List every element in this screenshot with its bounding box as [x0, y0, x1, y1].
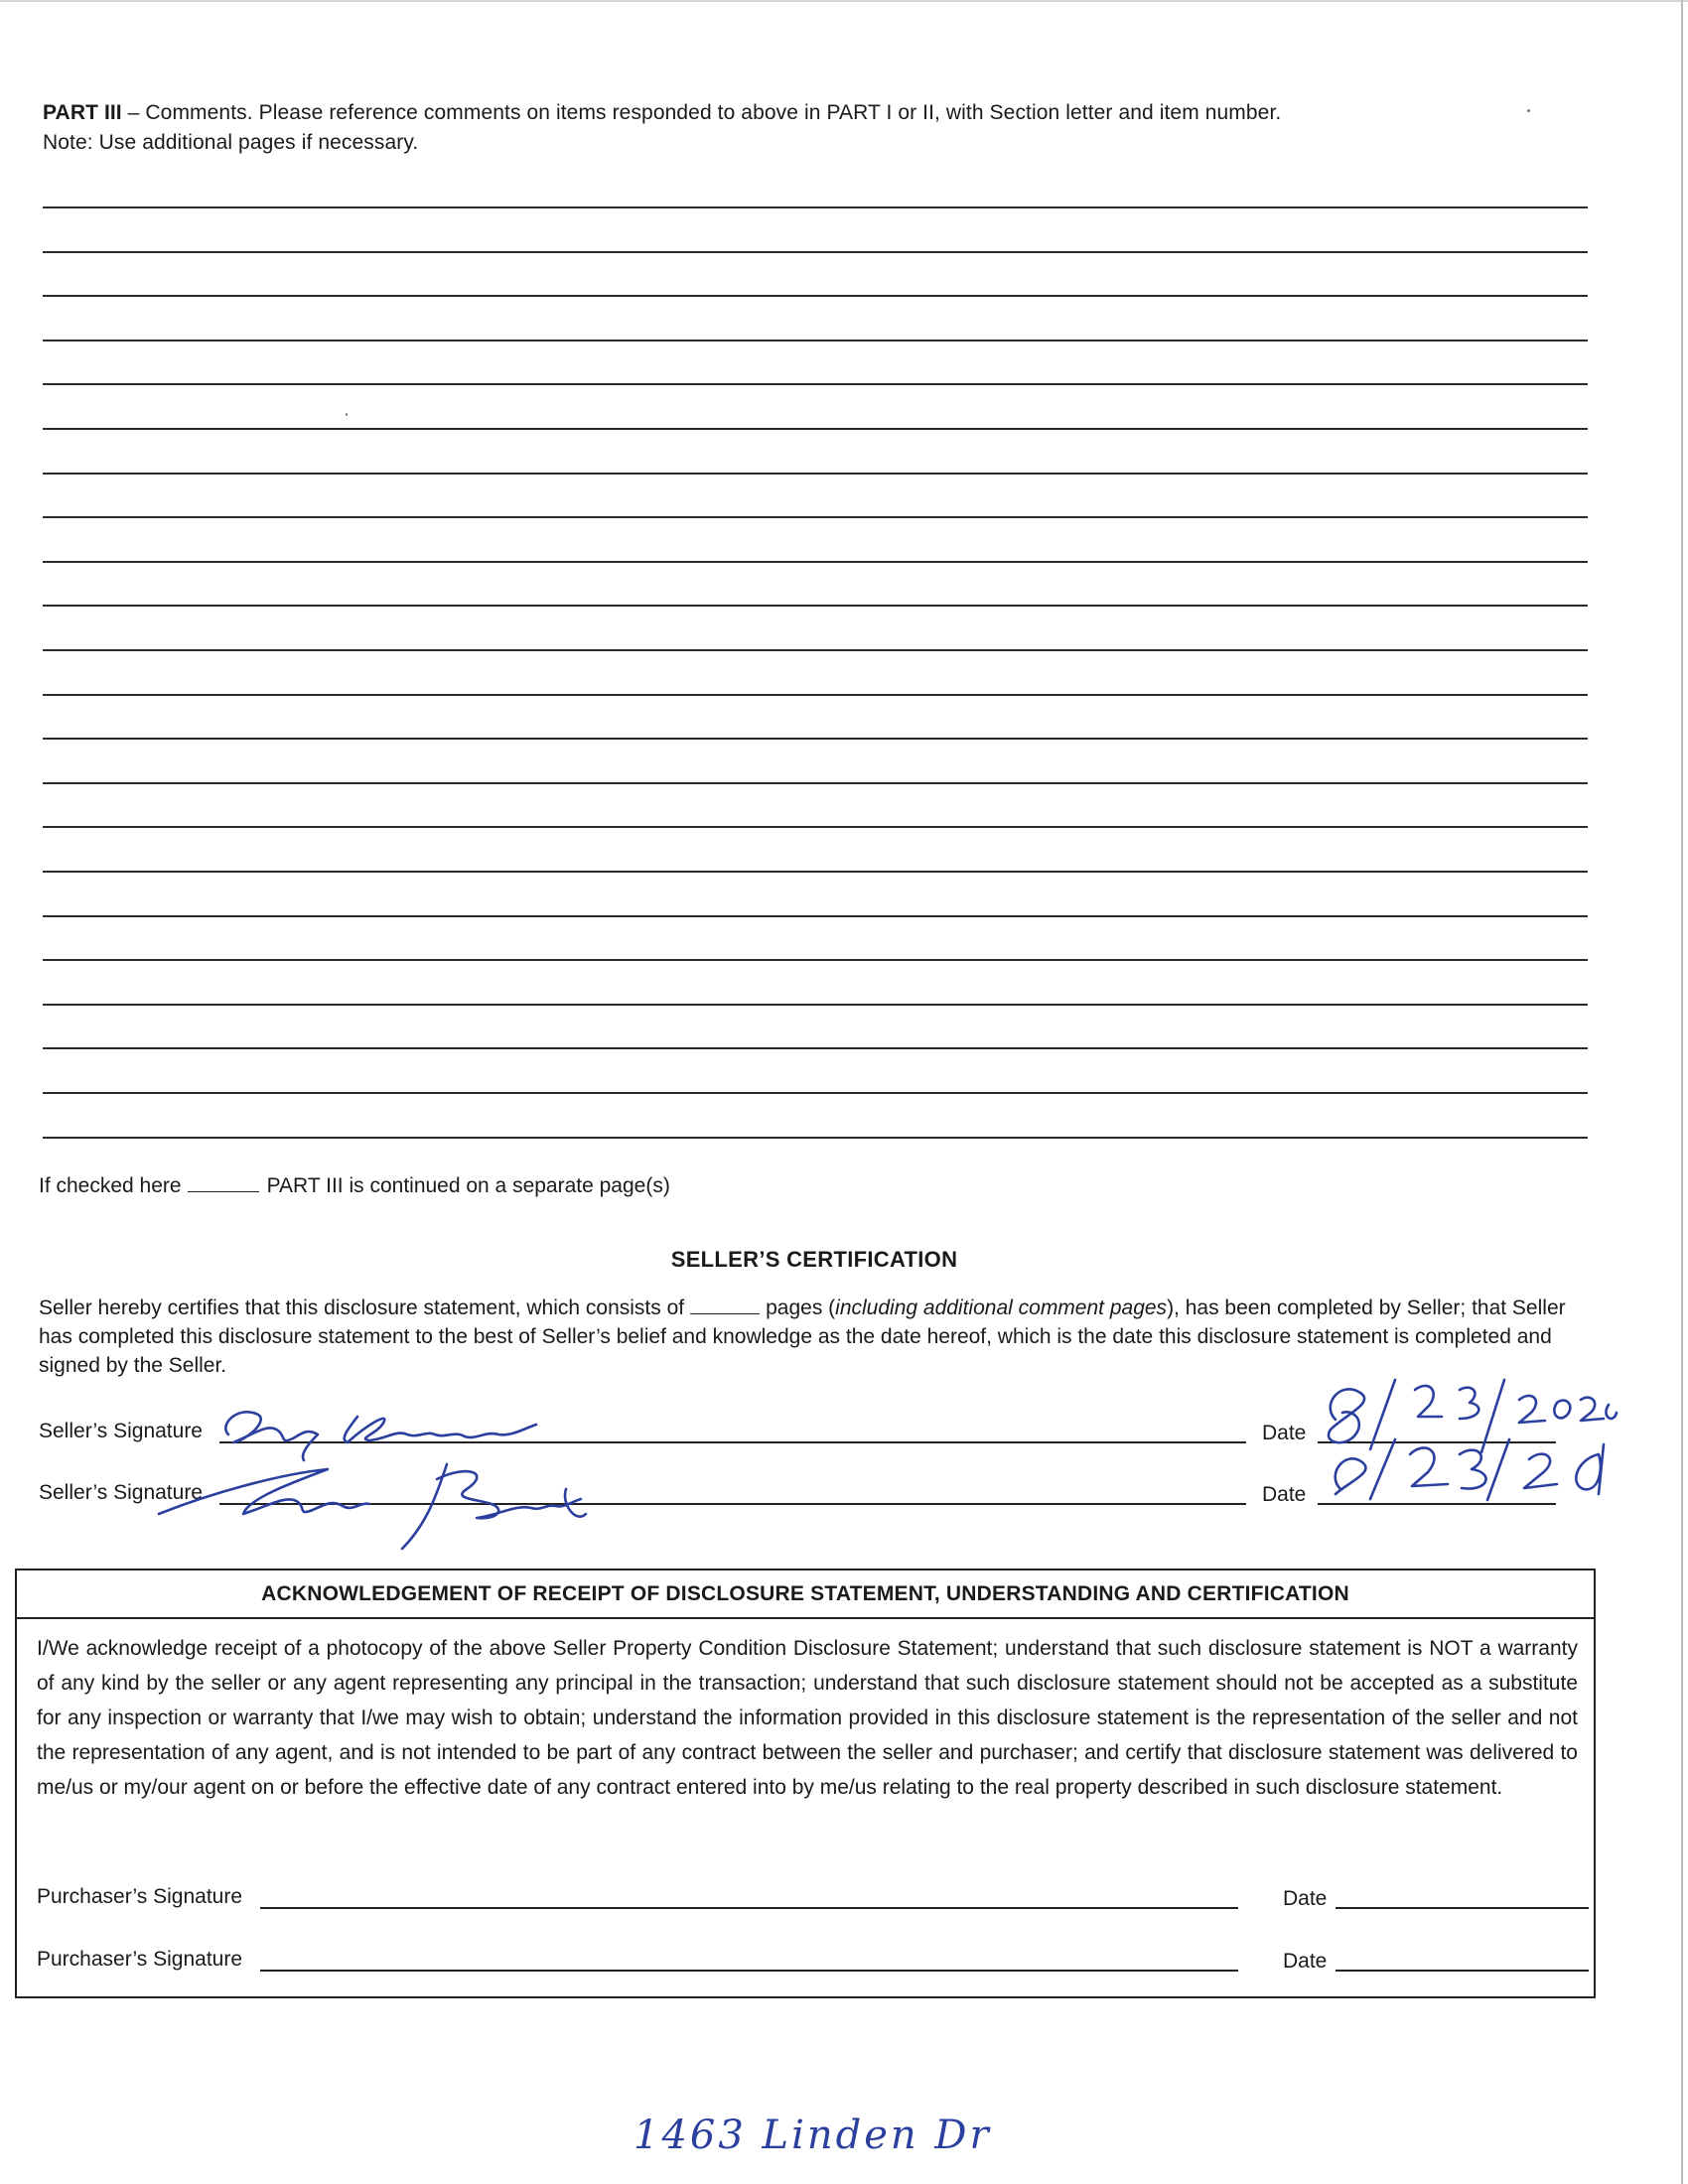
comment-rule-line[interactable]: [43, 428, 1588, 430]
purchaser-signature-row-1: [37, 1875, 1578, 1915]
acknowledgement-title: ACKNOWLEDGEMENT OF RECEIPT OF DISCLOSURE STATEMENT, UNDERSTANDING AND CERTIFICATION: [17, 1570, 1594, 1619]
sellers-certification-text: [39, 1294, 1598, 1380]
seller-date-line-1[interactable]: [1318, 1441, 1556, 1443]
purchaser-signature-label-2: Purchaser’s Signature: [37, 1948, 243, 1971]
handwritten-address: 1463 Linden Dr: [633, 2113, 992, 2158]
comment-rule-line[interactable]: [43, 295, 1588, 297]
purchaser-date-line-2[interactable]: [1336, 1970, 1589, 1972]
sellers-certification-title: SELLER’S CERTIFICATION: [670, 1247, 958, 1272]
part-iii-instructions: – Comments. Please reference comments on items responded to above in PART I or II, with Section letter and item number.: [121, 101, 1282, 124]
comment-rule-line[interactable]: [43, 251, 1588, 253]
seller-signature-label-2: Seller’s Signature: [39, 1481, 203, 1504]
acknowledgement-body: I/We acknowledge receipt of a photocopy of the above Seller Property Condition Disclosure Statement; understand that such disclosure statement is NOT a warranty of any kind by the seller or any agent representing any principal in the transaction; understand that such disclosure statement should not be accepted as a substitute for any inspection or warranty that I/we may wish to obtain; understand the information provided in this disclosure statement is the representation of the seller and not the representation of any agent, and is not intended to be part of any contract between the seller and purchaser; and certify that disclosure statement was delivered to me/us or my/our agent on or before the effective date of any contract entered into by me/us relating to the real property described in such disclosure statement.: [37, 1637, 1578, 1799]
purchaser-signature-line-2[interactable]: [260, 1970, 1238, 1972]
scan-speck: [346, 413, 348, 416]
continuation-suffix: PART III is continued on a separate page(s): [266, 1174, 670, 1197]
scan-right-edge: [1681, 0, 1683, 2184]
purchaser-signature-label-1: Purchaser’s Signature: [37, 1885, 243, 1908]
acknowledgement-box: [15, 1569, 1596, 1998]
part-iii-note: Note: Use additional pages if necessary.: [43, 131, 419, 154]
cert-text-part-2: pages (: [766, 1297, 836, 1319]
comment-rule-line[interactable]: [43, 473, 1588, 475]
purchaser-signature-line-1[interactable]: [260, 1907, 1238, 1909]
part-iii-title: PART III: [43, 101, 122, 124]
continuation-prefix: If checked here: [39, 1174, 182, 1197]
seller-signature-row-2: [39, 1471, 1598, 1511]
cert-text-part-3: ), has been completed by Seller; that Seller has completed this disclosure statement to the best of Seller’s belief and knowledge as the date hereof, which is the date this disclosure statement is completed and signed by the Seller.: [39, 1297, 1566, 1377]
scan-top-edge: [0, 0, 1688, 2]
scan-speck: [1527, 109, 1530, 112]
comment-rule-line[interactable]: [43, 561, 1588, 563]
comment-rule-line[interactable]: [43, 340, 1588, 341]
comment-rule-line[interactable]: [43, 871, 1588, 873]
comment-rule-line[interactable]: [43, 383, 1588, 385]
continuation-line: [39, 1174, 670, 1198]
comment-rule-line[interactable]: [43, 516, 1588, 518]
purchaser-date-line-1[interactable]: [1336, 1907, 1589, 1909]
purchaser-date-label-2: Date: [1283, 1950, 1328, 1973]
seller-signature-line-2[interactable]: [219, 1503, 1246, 1505]
comment-rule-line[interactable]: [43, 959, 1588, 961]
comment-rule-line[interactable]: [43, 206, 1588, 208]
comment-rule-line[interactable]: [43, 605, 1588, 607]
page-count-blank[interactable]: [690, 1313, 760, 1314]
comment-rule-line[interactable]: [43, 694, 1588, 696]
comment-rule-line[interactable]: [43, 1092, 1588, 1094]
comment-rule-line[interactable]: [43, 1137, 1588, 1139]
comment-rule-line[interactable]: [43, 782, 1588, 784]
cert-text-italic: including additional comment pages: [835, 1297, 1168, 1319]
continuation-check-blank[interactable]: [188, 1191, 259, 1192]
purchaser-signature-row-2: [37, 1938, 1578, 1978]
seller-signature-line-1[interactable]: [219, 1441, 1246, 1443]
seller-date-line-2[interactable]: [1318, 1503, 1556, 1505]
seller-signature-label-1: Seller’s Signature: [39, 1420, 203, 1442]
seller-signature-row-1: [39, 1410, 1598, 1449]
comment-rule-line[interactable]: [43, 1004, 1588, 1006]
purchaser-date-label-1: Date: [1283, 1887, 1328, 1910]
part-iii-heading: [43, 98, 1532, 158]
comment-rule-line[interactable]: [43, 915, 1588, 917]
comment-rule-line[interactable]: [43, 649, 1588, 651]
cert-text-part-1: Seller hereby certifies that this disclosure statement, which consists of: [39, 1297, 685, 1319]
seller-date-label-2: Date: [1262, 1483, 1307, 1506]
seller-date-label-1: Date: [1262, 1422, 1307, 1444]
comment-rule-line[interactable]: [43, 826, 1588, 828]
comment-rule-line[interactable]: [43, 738, 1588, 740]
comment-rule-line[interactable]: [43, 1047, 1588, 1049]
